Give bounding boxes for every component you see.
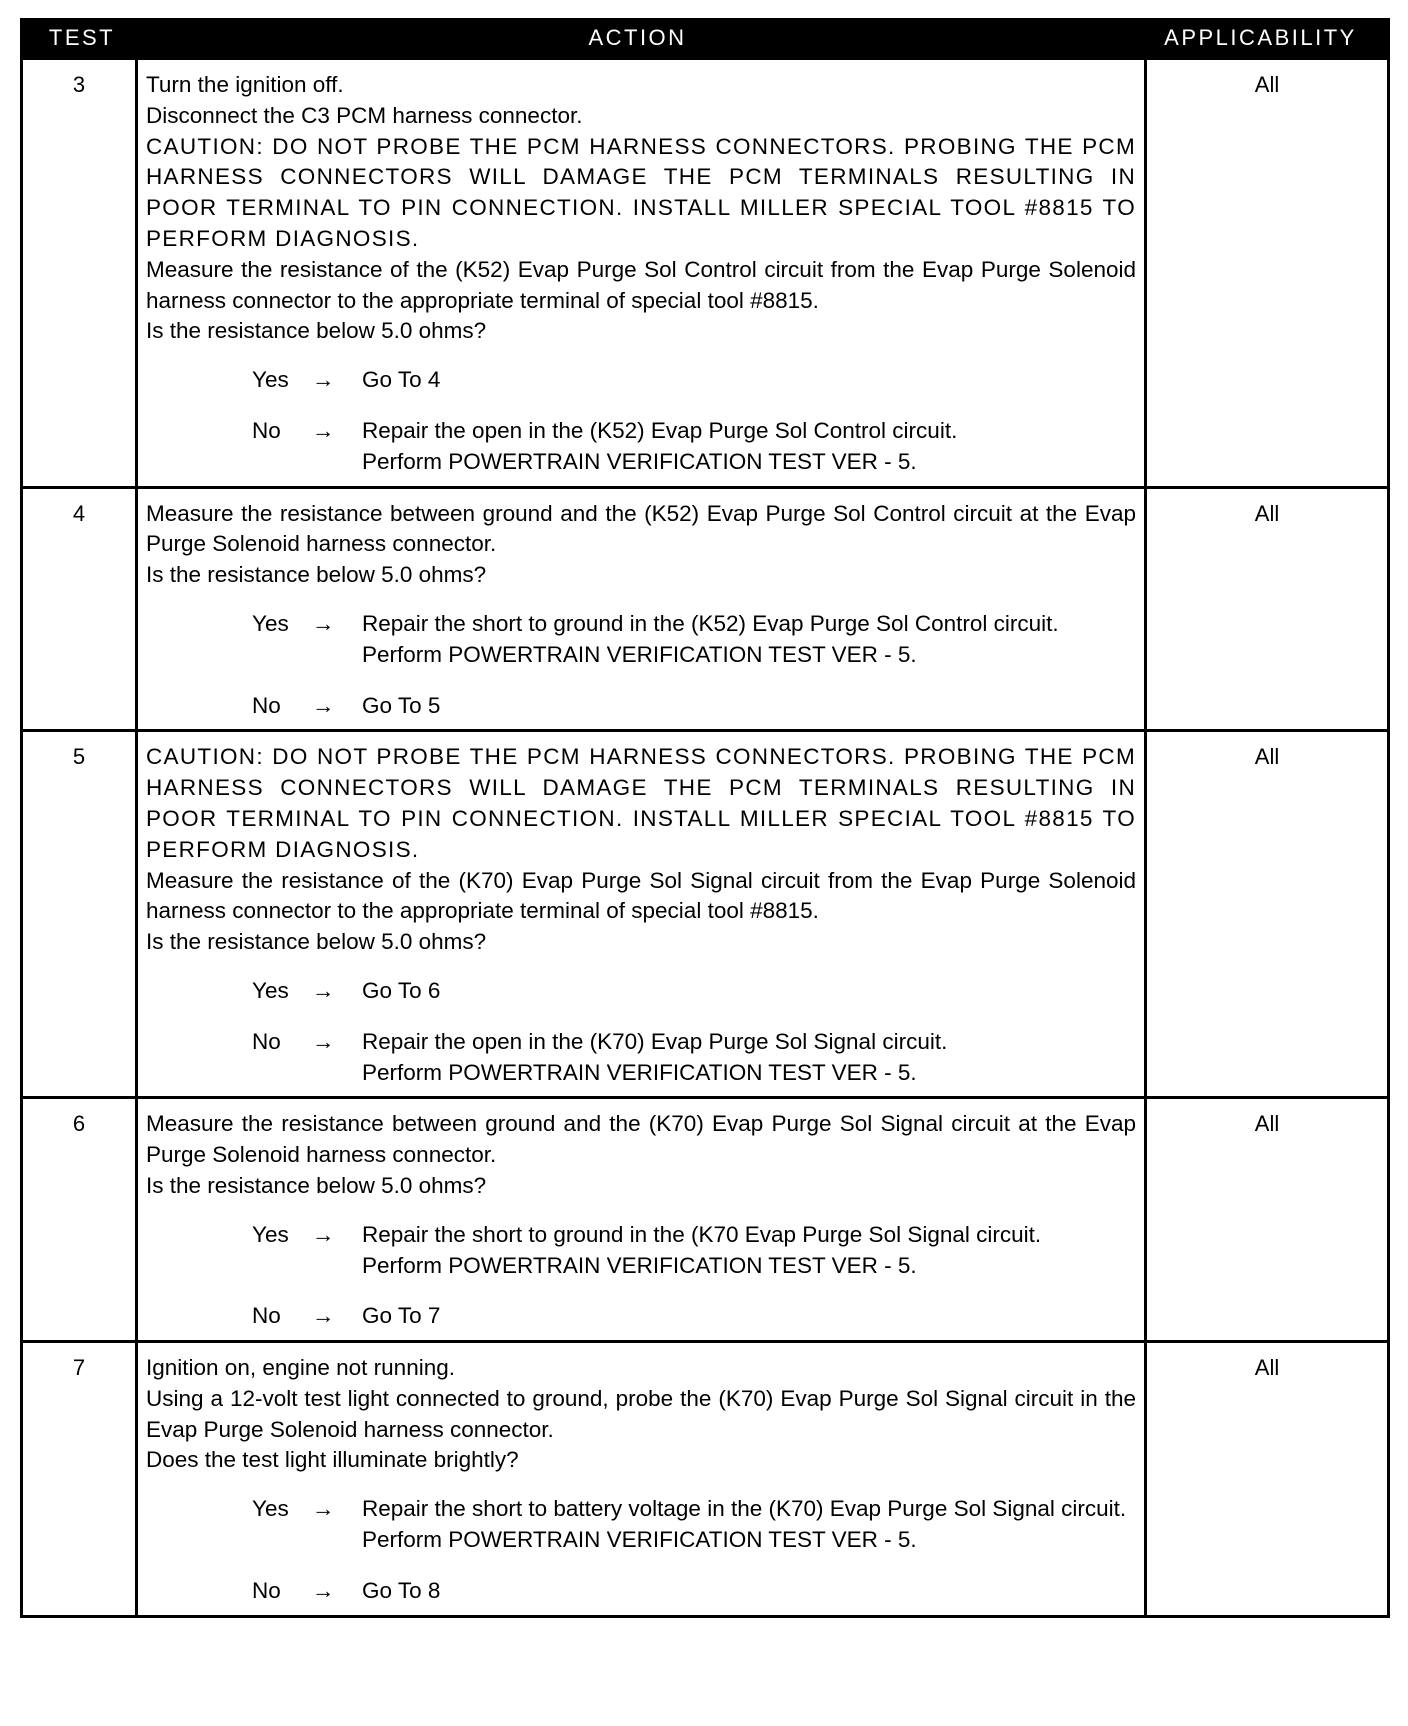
test-number: 3 [22,59,137,488]
test-steps-table [20,57,1390,1618]
action-text: Is the resistance below 5.0 ohms? [146,562,487,588]
yes-outcome [146,1494,1136,1556]
yes-outcome [146,1220,1136,1282]
action-text: Ignition on, engine not running. [146,1355,455,1381]
result-line: Go To 8 [362,1577,441,1603]
no-outcome [146,691,1136,722]
header-action: ACTION [588,24,687,50]
test-number: 4 [22,487,137,731]
no-outcome [146,416,1136,478]
result-line: Perform POWERTRAIN VERIFICATION TEST VER - 5. [362,1527,917,1553]
action-text: Disconnect the C3 PCM harness connector. [146,102,583,128]
yes-outcome [146,609,1136,671]
arrow-right-icon: → [312,367,335,393]
action-text: Is the resistance below 5.0 ohms? [146,929,487,955]
no-result [362,1576,1136,1607]
result-line: Repair the open in the (K52) Evap Purge Sol Control circuit. [362,417,958,443]
table-row [22,487,1389,731]
action-cell [137,1098,1146,1342]
no-outcome [146,1027,1136,1089]
action-text: Does the test light illuminate brightly? [146,1447,519,1473]
arrow-right-icon: → [312,1028,335,1054]
header-test: TEST [48,24,116,50]
yes-result [362,976,1136,1007]
arrow-right-icon: → [312,610,335,636]
caution-note: CAUTION: DO NOT PROBE THE PCM HARNESS CONNECTORS. PROBING THE PCM HARNESS CONNECTORS WILL DAMAGE THE PCM TERMINALS RESULTING IN POOR TERMINAL TO PIN CONNECTION. INSTALL MILLER SPECIAL TOOL #8815 TO PERFORM DIAGNOSIS. [146,133,1136,251]
yes-result [362,609,1136,671]
arrow-right-icon: → [312,1577,335,1603]
action-cell [137,487,1146,731]
yes-label: Yes [252,1496,289,1522]
table-row [22,1098,1389,1342]
no-result [362,1301,1136,1332]
action-text: Measure the resistance of the (K70) Evap Purge Sol Signal circuit from the Evap Purge Solenoid harness connector to the appropriate terminal of special tool #8815. [146,867,1136,924]
action-cell [137,59,1146,488]
header-applicability: APPLICABILITY [1164,24,1357,50]
caution-note: CAUTION: DO NOT PROBE THE PCM HARNESS CONNECTORS. PROBING THE PCM HARNESS CONNECTORS WILL DAMAGE THE PCM TERMINALS RESULTING IN POOR TERMINAL TO PIN CONNECTION. INSTALL MILLER SPECIAL TOOL #8815 TO PERFORM DIAGNOSIS. [146,744,1136,862]
action-cell [137,731,1146,1098]
result-line: Go To 7 [362,1303,441,1329]
action-text: Measure the resistance between ground and the (K70) Evap Purge Sol Signal circuit at the Evap Purge Solenoid harness connector. [146,1111,1136,1168]
action-text: Is the resistance below 5.0 ohms? [146,1172,487,1198]
yes-result [362,1220,1136,1282]
arrow-right-icon: → [312,417,335,443]
yes-result [362,1494,1136,1556]
result-line: Perform POWERTRAIN VERIFICATION TEST VER - 5. [362,641,917,667]
yes-outcome [146,976,1136,1007]
no-result [362,1027,1136,1089]
result-line: Perform POWERTRAIN VERIFICATION TEST VER - 5. [362,1059,917,1085]
table-row [22,59,1389,488]
action-text: Turn the ignition off. [146,72,344,97]
result-line: Go To 6 [362,977,441,1003]
no-result [362,691,1136,722]
arrow-right-icon: → [312,1496,335,1522]
result-line: Perform POWERTRAIN VERIFICATION TEST VER - 5. [362,1252,917,1278]
arrow-right-icon: → [312,1221,335,1247]
no-result [362,416,1136,478]
yes-label: Yes [252,977,289,1003]
no-label: No [252,417,281,443]
result-line: Repair the short to ground in the (K52) Evap Purge Sol Control circuit. [362,610,1059,636]
test-number: 5 [22,731,137,1098]
no-label: No [252,1028,281,1054]
applicability-cell: All [1146,1098,1389,1342]
yes-label: Yes [252,610,289,636]
action-text: Is the resistance below 5.0 ohms? [146,318,487,344]
action-text: Measure the resistance of the (K52) Evap Purge Sol Control circuit from the Evap Purge Solenoid harness connector to the appropriate terminal of special tool #8815. [146,256,1136,313]
action-text: Measure the resistance between ground and the (K52) Evap Purge Sol Control circuit at the Evap Purge Solenoid harness connector. [146,500,1136,557]
yes-result [362,365,1136,396]
arrow-right-icon: → [312,977,335,1003]
test-number: 7 [22,1342,137,1617]
no-label: No [252,692,281,718]
arrow-right-icon: → [312,1303,335,1329]
applicability-cell: All [1146,59,1389,488]
action-cell [137,1342,1146,1617]
result-line: Go To 5 [362,692,441,718]
result-line: Repair the open in the (K70) Evap Purge Sol Signal circuit. [362,1028,948,1054]
no-label: No [252,1577,281,1603]
result-line: Perform POWERTRAIN VERIFICATION TEST VER - 5. [362,448,917,474]
no-outcome [146,1301,1136,1332]
result-line: Go To 4 [362,367,441,393]
action-text: Using a 12-volt test light connected to ground, probe the (K70) Evap Purge Sol Signal circuit in the Evap Purge Solenoid harness connector. [146,1385,1136,1442]
diagnostic-test-table [20,18,1390,1618]
applicability-cell: All [1146,731,1389,1098]
table-row [22,1342,1389,1617]
table-row [22,731,1389,1098]
yes-label: Yes [252,1221,289,1247]
applicability-cell: All [1146,487,1389,731]
result-line: Repair the short to battery voltage in the (K70) Evap Purge Sol Signal circuit. [362,1496,1127,1522]
no-label: No [252,1303,281,1329]
result-line: Repair the short to ground in the (K70 Evap Purge Sol Signal circuit. [362,1221,1042,1247]
applicability-cell: All [1146,1342,1389,1617]
yes-label: Yes [252,367,289,393]
yes-outcome [146,365,1136,396]
table-header [20,18,1390,57]
arrow-right-icon: → [312,692,335,718]
no-outcome [146,1576,1136,1607]
test-number: 6 [22,1098,137,1342]
